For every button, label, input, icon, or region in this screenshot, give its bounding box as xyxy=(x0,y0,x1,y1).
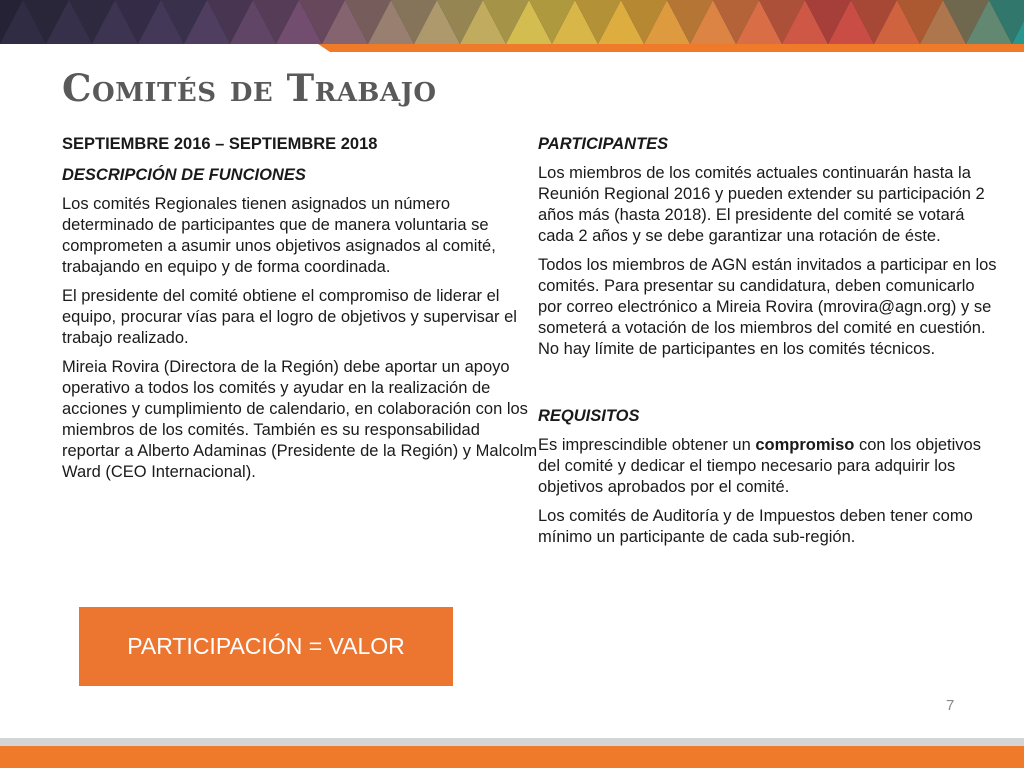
header-orange-tip xyxy=(318,44,330,52)
paragraph-participantes-2: Todos los miembros de AGN están invitados a participar en los comités. Para presentar su candidatura, deben comunicarlo por correo electrónico a Mireia Rovira (mrovira@agn.org) y se someterá a votación de los miembros del comité en cuestión. No hay límite de participantes en los comités técnicos. xyxy=(538,256,997,358)
paragraph-funciones-2: El presidente del comité obtiene el compromiso de liderar el equipo, procurar vías para el logro de objetivos y supervisar el trabajo realizado. xyxy=(62,287,517,347)
requisitos-text-after: con los objetivos del comité y dedicar el tiempo necesario para adquirir los objetivos aprobados por el comité. xyxy=(538,436,981,496)
header-banner xyxy=(0,0,1024,44)
section-heading-participantes: PARTICIPANTES xyxy=(538,135,669,153)
section-heading-funciones: DESCRIPCIÓN DE FUNCIONES xyxy=(62,166,306,184)
page-title: Comités de Trabajo xyxy=(62,66,437,110)
spacer xyxy=(538,368,998,406)
paragraph-requisitos-1 xyxy=(538,435,998,498)
participacion-valor-button[interactable]: PARTICIPACIÓN = VALOR xyxy=(79,607,453,686)
requisitos-bold-word: compromiso xyxy=(755,436,855,454)
paragraph-funciones-1: Los comités Regionales tienen asignados un número determinado de participantes que de manera voluntaria se comprometen a asumir unos objetivos asignados al comité, trabajando en equipo y de forma coordinada. xyxy=(62,195,496,276)
paragraph-requisitos-2: Los comités de Auditoría y de Impuestos deben tener como mínimo un participante de cada sub-región. xyxy=(538,507,973,546)
section-heading-requisitos: REQUISITOS xyxy=(538,407,640,425)
date-range: SEPTIEMBRE 2016 – SEPTIEMBRE 2018 xyxy=(62,135,378,153)
header-orange-stripe xyxy=(330,44,1024,52)
left-column xyxy=(62,134,540,491)
page-number: 7 xyxy=(946,697,955,714)
requisitos-text-before: Es imprescindible obtener un xyxy=(538,436,756,454)
triangle-pattern xyxy=(0,0,1024,44)
footer-gray-stripe xyxy=(0,738,1024,746)
paragraph-funciones-3: Mireia Rovira (Directora de la Región) debe aportar un apoyo operativo a todos los comités y ayudar en la realización de acciones y cumplimiento de calendario, en colaboración con los miembros de los comités. También es su responsabilidad reportar a Alberto Adaminas (Presidente de la Región) y Malcolm Ward (CEO Internacional). xyxy=(62,358,538,481)
paragraph-participantes-1: Los miembros de los comités actuales continuarán hasta la Reunión Regional 2016 y pueden extender su participación 2 años más (hasta 2018). El presidente del comité se votará cada 2 años y se debe garantizar una rotación de éste. xyxy=(538,164,985,245)
footer-orange-stripe xyxy=(0,746,1024,768)
right-column xyxy=(538,134,998,556)
